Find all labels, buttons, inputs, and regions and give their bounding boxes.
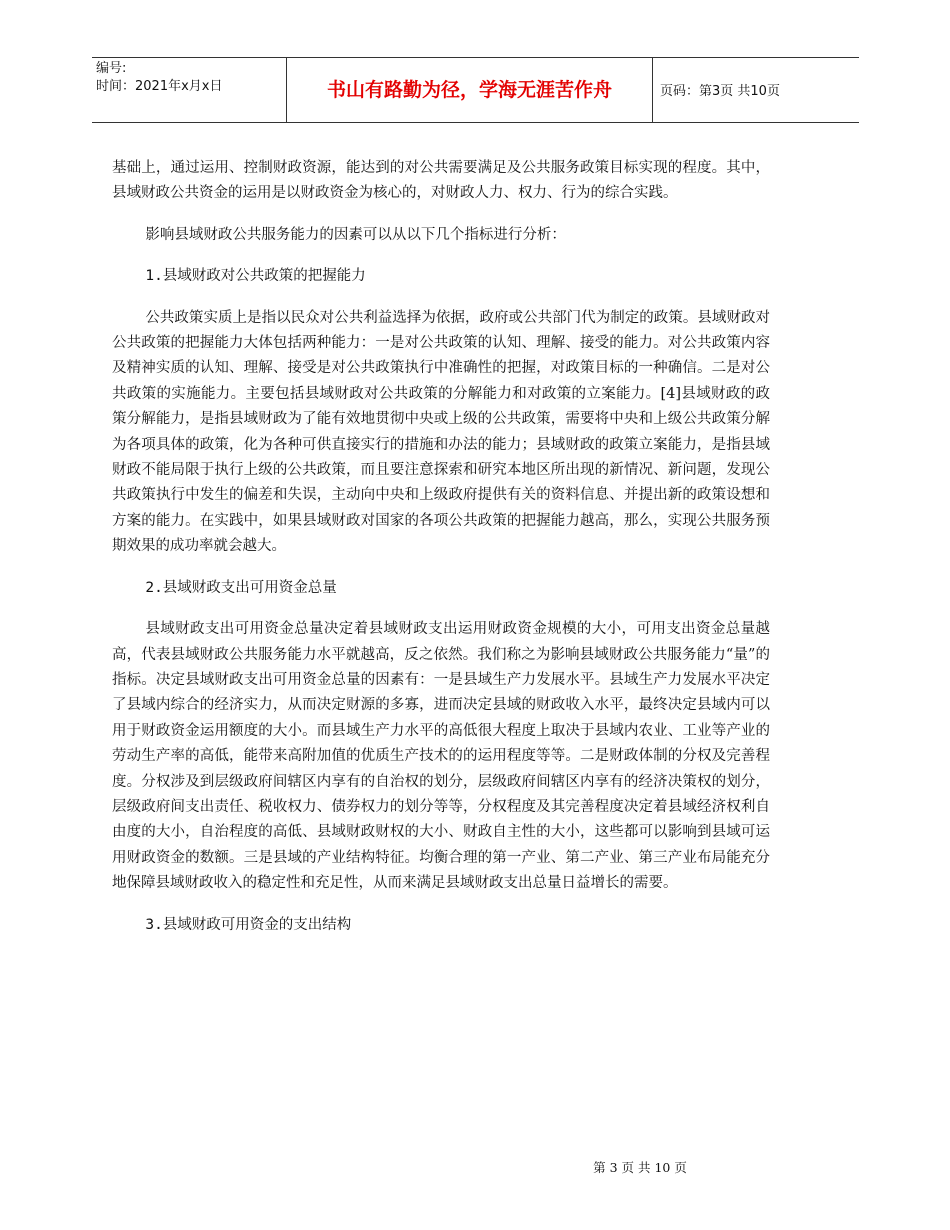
paragraph: 公共政策实质上是指以民众对公共利益选择为依据，政府或公共部门代为制定的政策。县域财政对公共政策的把握能力大体包括两种能力：一是对公共政策的认知、理解、接受的能力。对公共政策内容及精神实质的认知、理解、接受是对公共政策执行中准确性的把握，对政策目标的一种确信。二是对公共政策的实施能力。主要包括县域财政对公共政策的分解能力和对政策的立案能力。[4]县域财政的政策分解能力，是指县域财政为了能有效地贯彻中央或上级的公共政策，需要将中央和上级公共政策分解为各项具体的政策，化为各种可供直接实行的措施和办法的能力；县域财政的政策立案能力，是指县域财政不能局限于执行上级的公共政策，而且要注意探索和研究本地区所出现的新情况、新问题，发现公共政策执行中发生的偏差和失误，主动向中央和上级政府提供有关的资料信息、并提出新的政策设想和方案的能力。在实践中，如果县域财政对国家的各项公共政策的把握能力越高，那么，实现公共服务预期效果的成功率就会越大。 (112, 309, 770, 555)
section-heading: 1.县域财政对公共政策的把握能力 (145, 268, 366, 285)
page-footer: 第 3 页 共 10 页 (593, 1160, 687, 1175)
paragraph: 基础上，通过运用、控制财政资源，能达到的对公共需要满足及公共服务政策目标实现的程度。其中，县域财政公共资金的运用是以财政资金为核心的，对财政人力、权力、行为的综合实践。 (112, 160, 770, 202)
header-divider (652, 58, 653, 122)
document-body (112, 156, 770, 954)
section-heading: 3.县域财政可用资金的支出结构 (145, 916, 352, 933)
paragraph: 影响县域财政公共服务能力的因素可以从以下几个指标进行分析： (145, 226, 566, 243)
time-label: 时间：2021年x月x日 (96, 79, 223, 94)
paragraph: 县域财政支出可用资金总量决定着县域财政支出运用财政资金规模的大小，可用支出资金总量越高，代表县域财政公共服务能力水平就越高，反之依然。我们称之为影响县域财政公共服务能力“量”的指标。决定县域财政支出可用资金总量的因素有：一是县域生产力发展水平。县域生产力发展水平决定了县域内综合的经济实力，从而决定财源的多寡，进而决定县域的财政收入水平，最终决定县域内可以用于财政资金运用额度的大小。而县域生产力水平的高低很大程度上取决于县域内农业、工业等产业的劳动生产率的高低，能带来高附加值的优质生产技术的的运用程度等等。二是财政体制的分权及完善程度。分权涉及到层级政府间辖区内享有的自治权的划分，层级政府间辖区内享有的经济决策权的划分，层级政府间支出责任、税收权力、债券权力的划分等等，分权程度及其完善程度决定着县域经济权利自由度的大小，自治程度的高低、县域财政财权的大小、财政自主性的大小，这些都可以影响到县域可运用财政资金的数额。三是县域的产业结构特征。均衡合理的第一产业、第二产业、第三产业布局能充分地保障县域财政收入的稳定性和充足性，从而来满足县域财政支出总量日益增长的需要。 (112, 621, 770, 892)
page-header (92, 57, 859, 123)
header-meta (96, 60, 222, 96)
section-heading: 2.县域财政支出可用资金总量 (145, 579, 337, 596)
header-page-info: 页码：第3页 共10页 (660, 84, 780, 99)
number-label: 编号: (96, 61, 127, 76)
header-motto: 书山有路勤为径，学海无涯苦作舟 (326, 79, 612, 101)
